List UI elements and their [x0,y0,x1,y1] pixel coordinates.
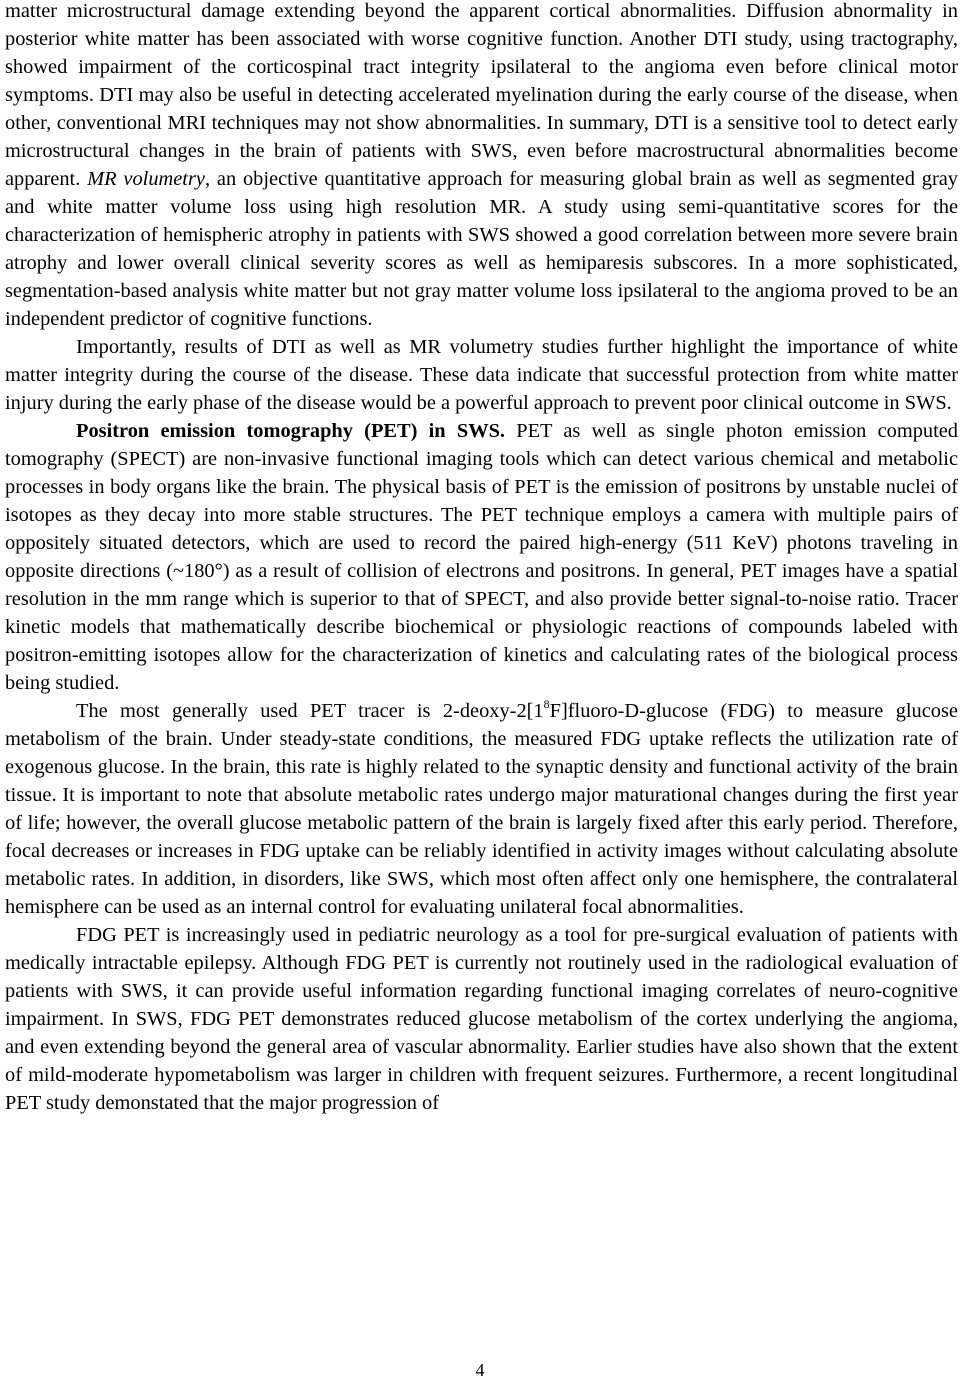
dti-summary-text: matter microstructural damage extending beyond the apparent cortical abnormalities. Diffusion abnormality in posterior white matter has been associated with worse cognitive function. Another DTI study, using tractography, showed impairment of the corticospinal tract integrity ipsilateral to the angioma even before clinical motor symptoms. DTI may also be useful in detecting accelerated myelination during the early course of the disease, when other, conventional MRI techniques may not show abnormalities. In summary, DTI is a sensitive tool to detect early microstructural changes in the brain of patients with SWS, even before macrostructural abnormalities become apparent. [5,0,958,190]
page-number: 4 [475,1360,485,1380]
pet-intro-text: PET as well as single photon emission computed tomography (SPECT) are non-invasive functional imaging tools which can detect various chemical and metabolic processes in body organs like the brain. The physical basis of PET is the emission of positrons by unstable nuclei of isotopes as they decay into more stable structures. The PET technique employs a camera with multiple pairs of oppositely situated detectors, which are used to record the paired high-energy (511 KeV) photons traveling in opposite directions (~180°) as a result of collision of electrons and positrons. In general, PET images have a spatial resolution in the mm range which is superior to that of SPECT, and also provide better signal-to-noise ratio. Tracer kinetic models that mathematically describe biochemical or physiologic reactions of compounds labeled with positron-emitting isotopes allow for the characterization of kinetics and calculating rates of the biological process being studied. [5,420,959,694]
fdg-text-post: F]fluoro-D-glucose (FDG) to measure glucose metabolism of the brain. Under steady-state conditions, the measured FDG uptake reflects the utilization rate of exogenous glucose. In the brain, this rate is highly related to the synaptic density and functional activity of the brain tissue. It is important to note that absolute metabolic rates undergo major maturational changes during the first year of life; however, the overall glucose metabolic pattern of the brain is largely fixed after this early period. Therefore, focal decreases or increases in FDG uptake can be reliably identified in activity images without calculating absolute metabolic rates. In addition, in disorders, like SWS, which most often affect only one hemisphere, the contralateral hemisphere can be used as an internal control for evaluating unilateral focal abnormalities. [5,700,958,918]
paragraph-dti-mr-volumetry [5,0,958,333]
paragraph-fdg-pet-sws: FDG PET is increasingly used in pediatric neurology as a tool for pre-surgical evaluation of patients with medically intractable epilepsy. Although FDG PET is currently not routinely used in the radiological evaluation of patients with SWS, it can provide useful information regarding functional imaging correlates of neuro-cognitive impairment. In SWS, FDG PET demonstrates reduced glucose metabolism of the cortex underlying the angioma, and even extending beyond the general area of vascular abnormality. Earlier studies have also shown that the extent of mild-moderate hypometabolism was larger in children with frequent seizures. Furthermore, a recent longitudinal PET study demonstated that the major progression of [5,924,958,1114]
isotope-superscript: 8 [543,697,550,711]
paragraph-white-matter-importance: Importantly, results of DTI as well as MR volumetry studies further highlight the importance of white matter integrity during the course of the disease. These data indicate that successful protection from white matter injury during the early phase of the disease would be a powerful approach to prevent poor clinical outcome in SWS. [5,336,958,414]
mr-volumetry-text: , an objective quantitative approach for measuring global brain as well as segmented gray and white matter volume loss using high resolution MR. A study using semi-quantitative scores for the characterization of hemispheric atrophy in patients with SWS showed a good correlation between more severe brain atrophy and lower overall clinical severity scores as well as hemiparesis subscores. In a more sophisticated, segmentation-based analysis white matter but not gray matter volume loss ipsilateral to the angioma proved to be an independent predictor of cognitive functions. [5,168,958,330]
paragraph-pet-intro [5,417,958,697]
paragraph-fdg-tracer [5,697,958,921]
body-text [5,0,958,1117]
pet-section-heading: Positron emission tomography (PET) in SWS. [76,420,506,442]
mr-volumetry-term: MR volumetry [87,168,205,190]
fdg-text-pre: The most generally used PET tracer is 2-deoxy-2[1 [76,700,544,722]
